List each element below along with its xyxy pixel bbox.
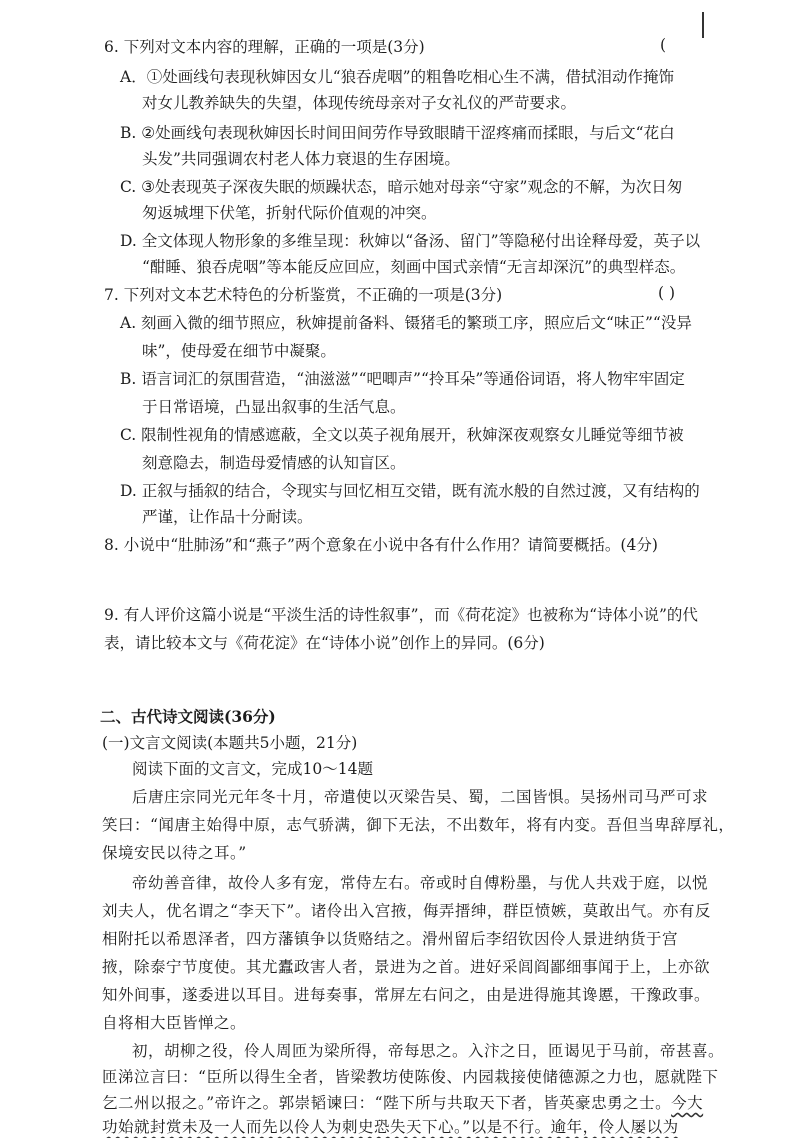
q7-answer-bracket: ( ) [658, 284, 676, 302]
q9-stem-line2: 表，请比较本文与《荷花淀》在“诗体小说”创作上的异同。(6分) [104, 634, 545, 652]
q7-option-a-line2: 味”，使母爱在细节中凝聚。 [142, 342, 336, 360]
q7-stem: 7. 下列对文本艺术特色的分析鉴赏，不正确的一项是(3分) [104, 286, 503, 304]
q6-stem: 6. 下列对文本内容的理解，正确的一项是(3分) [104, 38, 425, 56]
passage-p3-line1: 初，胡柳之役，伶人周匝为梁所得，帝每思之。入汴之日，匝谒见于马前，帝甚喜。 [132, 1042, 725, 1060]
q8-stem: 8. 小说中“肚肺汤”和“燕子”两个意象在小说中各有什么作用？请简要概括。(4分) [104, 536, 658, 554]
q7-option-b-line2: 于日常语境，凸显出叙事的生活气息。 [142, 398, 406, 416]
q6-option-a-line1: A．①处画线句表现秋婶因女儿“狼吞虎咽”的粗鲁吃相心生不满，借拭泪动作掩饰 [120, 68, 675, 86]
q6-answer-bracket: ( [660, 36, 667, 54]
q7-option-d-line1: D. 正叙与插叙的结合，令现实与回忆相互交错，既有流水般的自然过渡，又有结构的 [120, 482, 700, 500]
passage-p2-line1: 帝幼善音律，故伶人多有宠，常侍左右。帝或时自傅粉墨，与优人共戏于庭，以悦 [132, 874, 709, 892]
passage-p3-line2: 匝涕泣言曰：“臣所以得生全者，皆梁教坊使陈俊、内园栽接使储德源之力也，愿就陛下 [102, 1068, 719, 1086]
q7-option-c-line1: C. 限制性视角的情感遮蔽，全文以英子视角展开，秋婶深夜观察女儿睡觉等细节被 [120, 426, 684, 444]
wavy-underlined-text: 今大 [671, 1094, 704, 1112]
passage-p2-line2: 刘夫人，优名谓之“李天下”。诸伶出入宫掖，侮弄搢绅，群臣愤嫉，莫敢出气。亦有反 [102, 902, 711, 920]
passage-p1-line2: 笑曰：“闻唐主始得中原，志气骄满，御下无法，不出数年，将有内变。吾但当卑辞厚礼， [102, 816, 735, 834]
q7-option-a-line1: A. 刻画入微的细节照应，秋婶提前备料、镊猪毛的繁琐工序，照应后文“味正”“没异 [120, 314, 692, 332]
reading-instruction: 阅读下面的文言文，完成10～14题 [132, 760, 373, 778]
q6-option-a-line2: 对女儿教养缺失的失望，体现传统母亲对子女礼仪的严苛要求。 [142, 94, 577, 112]
passage-p3-line3-text: 乞二州以报之。”帝许之。郭崇韬谏曰：“陛下所与共取天下者，皆英豪忠勇之士。 [102, 1094, 672, 1112]
q6-option-d-line2: “酣睡、狼吞虎咽”等本能反应回应，刻画中国式亲情“无言却深沉”的典型样态。 [142, 258, 686, 276]
q6-option-b-line2: 头发”共同强调农村老人体力衰退的生存困境。 [142, 150, 460, 168]
q7-option-d-line2: 严谨，让作品十分耐读。 [142, 508, 313, 526]
q7-option-b-line1: B. 语言词汇的氛围营造，“油滋滋”“吧唧声”“拎耳朵”等通俗词语，将人物牢牢固定 [120, 370, 685, 388]
passage-p2-line4: 掖，除泰宁节度使。其尤蠹政害人者，景进为之首。进好采闾阎鄙细事闻于上，上亦欲 [102, 958, 711, 976]
passage-p2-line5: 知外间事，遂委进以耳目。进每奏事，常屏左右问之，由是进得施其谗慝，干豫政事。 [102, 986, 711, 1004]
q7-option-c-line2: 刻意隐去，制造母爱情感的认知盲区。 [142, 454, 406, 472]
q6-option-c-line2: 匆返城埋下伏笔，折射代际价值观的冲突。 [142, 204, 437, 222]
q6-option-c-line1: C. ③处表现英子深夜失眠的烦躁状态，暗示她对母亲“守家”观念的不解，为次日匆 [120, 178, 683, 196]
section-heading: 二、古代诗文阅读(36分) [100, 707, 276, 726]
page-edge-mark [702, 12, 704, 38]
passage-p1-line1: 后唐庄宗同光元年冬十月，帝遣使以灭梁告吴、蜀，二国皆惧。吴扬州司马严可求 [132, 788, 709, 806]
passage-p2-line6: 自将相大臣皆惮之。 [102, 1014, 247, 1032]
q6-option-b-line1: B. ②处画线句表现秋婶因长时间田间劳作导致眼睛干涩疼痛而揉眼，与后文“花白 [120, 124, 675, 142]
subsection-heading: (一)文言文阅读(本题共5小题，21分) [102, 734, 358, 752]
passage-p3-line4: 功始就封赏未及一人而先以伶人为刺史恐失天下心。”以是不行。逾年，伶人屡以为 [102, 1118, 679, 1136]
passage-p3-line3 [102, 1092, 703, 1114]
q6-option-d-line1: D. 全文体现人物形象的多维呈现：秋婶以“备汤、留门”等隐秘付出诠释母爱，英子以 [120, 232, 701, 250]
passage-p2-line3: 相附托以希恩泽者，四方藩镇争以货赂结之。滑州留后李绍钦因伶人景进纳货于宫 [102, 930, 679, 948]
q9-stem-line1: 9. 有人评价这篇小说是“平淡生活的诗性叙事”，而《荷花淀》也被称为“诗体小说”的代 [104, 606, 698, 624]
passage-p1-line3: 保境安民以待之耳。” [102, 844, 247, 862]
